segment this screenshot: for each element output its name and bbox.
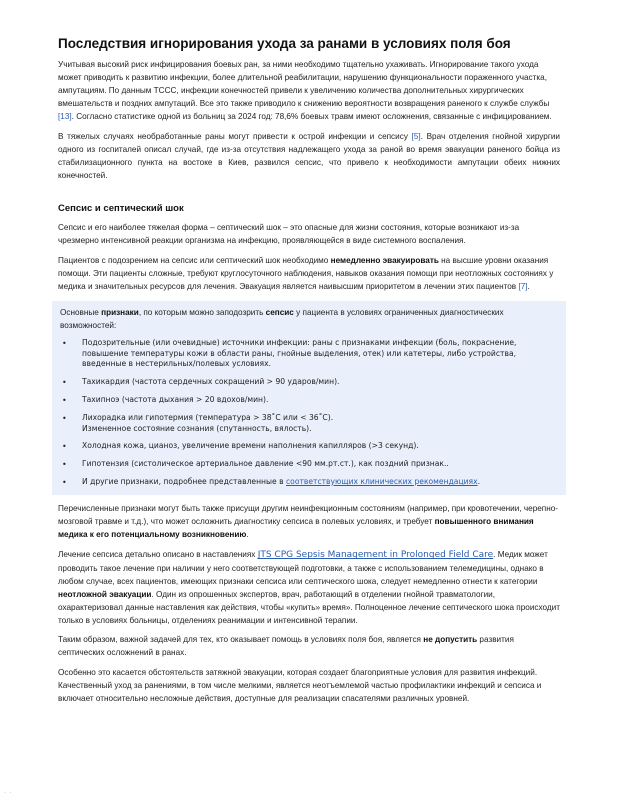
text: Основные: [60, 308, 102, 318]
list-item: [60, 338, 558, 370]
list-item: [60, 441, 558, 452]
list-item-text: Гипотензия (систолическое артериальное давление <90 мм.рт.ст.), как поздний признак..: [82, 459, 449, 469]
list-item: [60, 413, 558, 435]
text: .: [527, 282, 530, 292]
list-item-text: Тахикардия (частота сердечных сокращений > 90 ударов/мин).: [82, 377, 340, 387]
page-title: Последствия игнорирования ухода за ранами в условиях поля боя: [58, 36, 511, 51]
section-heading-sepsis: Сепсис и септический шок: [58, 203, 184, 215]
list-item-text: И другие признаки, подробнее представленные в: [82, 476, 286, 486]
list-item: [60, 459, 558, 470]
page-corner-mark: · ·: [4, 790, 13, 796]
bold-text: немедленно эвакуировать: [330, 256, 439, 266]
text: Перечисленные признаки могут быть также присущи другим неинфекционным состояниям (например, при кровотечении, черепно-мозговой травме и т.д.), что может осложнить диагностику сепсиса в полевых условиях, и требует: [58, 503, 559, 526]
paragraph-conclusion: [58, 634, 560, 660]
paragraph-sepsis-definition: Сепсис и его наиболее тяжелая форма – септический шок – это опасные для жизни состояния, которые возникают из-за чрезмерно интенсивной реакции организма на инфекцию, проявляющейся в виде системного воспаления.: [58, 223, 520, 246]
list-item-text: Подозрительные (или очевидные) источники инфекции: раны с признаками инфекции (боль, покраснение, повышение температуры кожи в области раны, гнойные выделения, отек) или катетеры, либо устройства, введенные в нестерильных/полевых условиях.: [82, 337, 517, 369]
text: . Согласно статистике одной из больниц за 2024 год: 78,6% боевых травм имеют осложнения, связанные с инфицированием.: [71, 111, 552, 121]
bold-text: сепсис: [265, 308, 294, 318]
reference-link-5[interactable]: [5]: [411, 131, 421, 141]
list-item-text: Измененное состояние сознания (спутанность, вялость).: [82, 423, 312, 433]
paragraph-prolonged-evacuation: Особенно это касается обстоятельств затяжной эвакуации, которая создает благоприятные условия для развития инфекций. Качественный уход за ранениями, в том числе мелкими, является неотъемлемой частью профилактики инфекций и сепсиса и включает относительно несложные действия, доступные для реализации спасателями различных уровней.: [58, 668, 542, 704]
sepsis-signs-box: [52, 301, 566, 494]
text: . Медик может проводить такое лечение при наличии у него соответствующей подготовки, а также с использованием телемедицины, однако в любом случае, всех пациентов, имеющих признаки сепсиса или септического шока, следует немедленно отнести к категории: [58, 550, 548, 586]
clinical-guidelines-link[interactable]: соответствующих клинических рекомендациях: [286, 476, 478, 486]
text: Лечение сепсиса детально описано в наставлениях: [58, 550, 258, 560]
list-item-text: Тахипноэ (частота дыхания > 20 вдохов/мин).: [82, 394, 269, 404]
list-item-text: Холодная кожа, цианоз, увеличение времени наполнения капилляров (>3 секунд).: [82, 441, 419, 451]
text: Таким образом, важной задачей для тех, кто оказывает помощь в условиях поля боя, является: [58, 635, 424, 645]
bold-text: признаки: [101, 308, 139, 318]
bullet-icon: •: [62, 413, 67, 423]
paragraph-differential: [58, 503, 560, 542]
text: у пациента в условиях ограниченных диагностических возможностей:: [60, 308, 504, 330]
paragraph-treatment: [58, 548, 560, 627]
paragraph-evacuation: [58, 255, 560, 294]
spacer: [58, 189, 560, 203]
signs-box-title: [60, 307, 558, 332]
bold-text: неотложной эвакуации: [58, 589, 152, 599]
text: Пациентов с подозрением на сепсис или септический шок необходимо: [58, 256, 331, 266]
text: . Врач отделения гнойной хирургии одного из госпиталей описал случай, где из-за отсутствия надлежащего ухода за раной во время эвакуации раненого бойца из стабилизационного пункта на востоке в Киев, развился сепсис, что привело к необходимости ампутации обеих нижних конечностей.: [58, 131, 560, 180]
bullet-icon: •: [62, 460, 67, 470]
signs-list: [60, 338, 558, 488]
text: , по которым можно заподозрить: [138, 308, 266, 318]
text: Учитывая высокий риск инфицирования боевых ран, за ними необходимо тщательно ухаживать. Игнорирование такого ухода может приводить к развитию инфекции, более длительной реабилитации, нарушению функциональности пораженного участка, ампутациям. По данным ТССС, инфекции конечностей привели к увеличению количества дополнительных хирургических вмешательств и поздних ампутаций. Все это также приводило к снижению вероятности возвращения раненого к службе службы: [58, 59, 550, 108]
text: В тяжелых случаях необработанные раны могут привести к острой инфекции и сепсису: [58, 131, 412, 141]
reference-link-13[interactable]: [13]: [58, 111, 72, 121]
reference-link-7[interactable]: [7]: [518, 282, 528, 292]
text: развития септических осложнений в ранах.: [58, 635, 514, 658]
list-item: [60, 477, 558, 488]
bullet-icon: •: [62, 442, 67, 452]
bold-text: повышенного внимания медика к его потенциальному возникновению: [58, 516, 534, 539]
bullet-icon: •: [62, 338, 67, 348]
text: . Один из опрошенных экспертов, врач, работающий в отделении гнойной травматологии, охарактеризовал данные наставления как действия, чтобы «купить» время». Полноценное лечение септического шока происходит только в условиях больницы, отделениях реанимации и интенсивной терапии.: [58, 589, 560, 625]
text: на высшие уровни оказания помощи. Эти пациенты сложные, требуют круглосуточного наблюдения, навыков оказания помощи при неотложных состояниях у медика и значительных ресурсов для лечения. Эвакуация является наивысшим приоритетом в лечении этих пациентов: [58, 256, 554, 292]
paragraph-severe-cases: [58, 131, 560, 183]
list-item-text: Лихорадка или гипотермия (температура > 38˚C или < 36˚C).: [82, 412, 334, 422]
text: .: [246, 529, 249, 539]
jts-cpg-sepsis-link[interactable]: JTS CPG Sepsis Management in Prolonged Field Care: [257, 550, 494, 561]
bullet-icon: •: [62, 378, 67, 388]
list-item: [60, 377, 558, 388]
bold-text: не допустить: [423, 635, 478, 645]
paragraph-intro: [58, 59, 560, 124]
list-item: [60, 395, 558, 406]
text: .: [477, 476, 481, 486]
bullet-icon: •: [62, 395, 67, 405]
bullet-icon: •: [62, 477, 67, 487]
